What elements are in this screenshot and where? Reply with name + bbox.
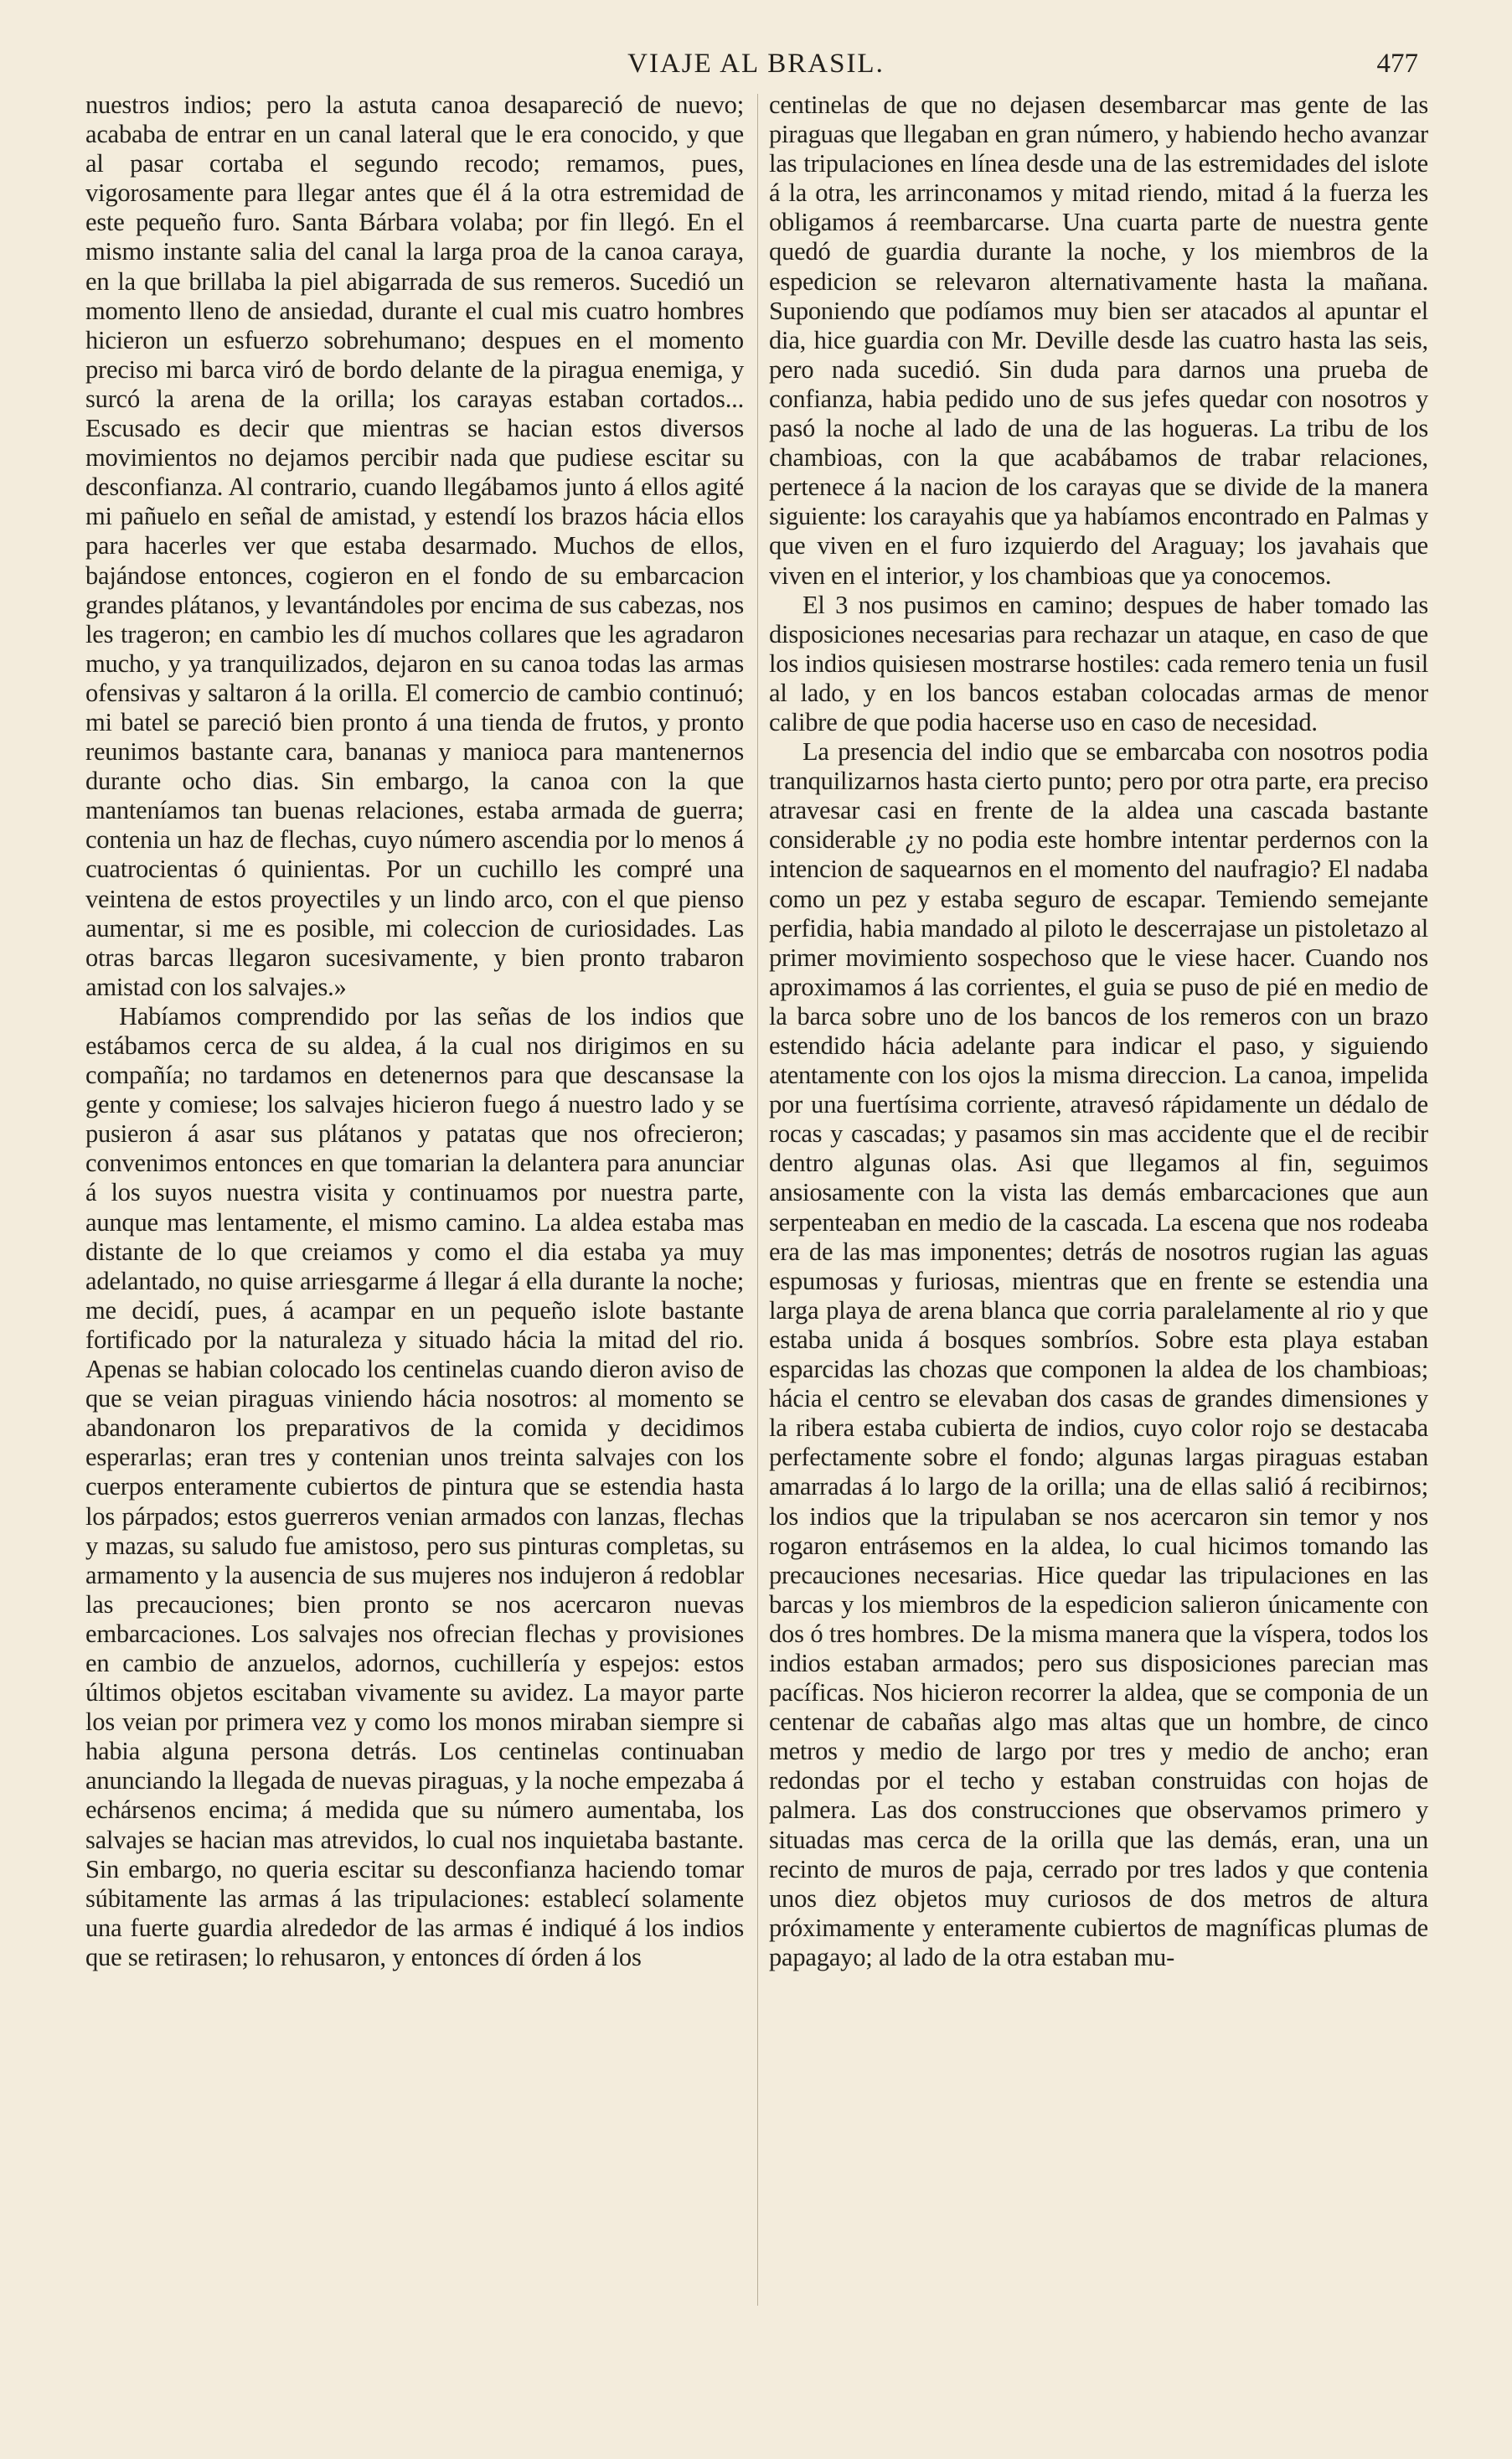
paragraph: La presencia del indio que se embarcaba con nosotros podia tranquilizarnos hasta cierto punto; pero por otra parte, era preciso atravesar casi en frente de la aldea una cascada bastante considerable ¿y no podia este hombre intentar perdernos con la intencion de saquearnos en el momento del naufragio? El nadaba como un pez y estaba seguro de escapar. Temiendo semejante perfidia, habia mandado al piloto le descerrajase un pistoletazo al primer movimiento sospechoso que le viese hacer. Cuando nos aproximamos á las corrientes, el guia se puso de pié en medio de la barca sobre uno de los bancos de los remeros con un brazo estendido hácia adelante para indicar el paso, y siguiendo atentamente con los ojos la misma direccion. La canoa, impelida por una fuertísima corriente, atravesó rápidamente un dédalo de rocas y cascadas; y pasamos sin mas accidente que el de recibir dentro algunas olas. Asi que llegamos al fin, seguimos ansiosamente con la vista las demás embarcaciones que aun serpenteaban en medio de la cascada. La escena que nos rodeaba era de las mas imponentes; detrás de nosotros rugian las aguas espumosas y furiosas, mientras que en frente se estendia una larga playa de arena blanca que corria paralelamente al rio y que estaba unida á bosques sombríos. Sobre esta playa estaban esparcidas las chozas que componen la aldea de los chambioas; hácia el centro se elevaban dos casas de grandes dimensiones y la ribera estaba cubierta de indios, cuyo color rojo se destacaba perfectamente sobre el fondo; algunas largas piraguas estaban amarradas á lo largo de la orilla; una de ellas salió á recibirnos; los indios que la tripulaban se nos acercaron sin temor y nos rogaron entrásemos en la aldea, lo cual hicimos tomando las precauciones necesarias. Hice quedar las tripulaciones en las barcas y los miembros de la espedicion salieron únicamente con dos ó tres hombres. De la misma manera que la víspera, todos los indios estaban armados; pero sus disposiciones parecian mas pacíficas. Nos hicieron recorrer la aldea, que se componia de un centenar de cabañas algo mas altas que un hombre, de cinco metros y medio de largo por tres y medio de ancho; eran redondas por el techo y estaban construidas con hojas de palmera. Las dos construcciones que observamos primero y situadas mas cerca de la orilla que las demás, eran, una un recinto de muros de paja, cerrado por tres lados y que contenia unos diez objetos muy curiosos de dos metros de altura próximamente y enteramente cubiertos de magníficas plumas de papagayo; al lado de la otra estaban mu- — [769, 737, 1428, 1971]
page-number: 477 — [1376, 49, 1418, 79]
running-header — [0, 49, 1512, 82]
running-title: VIAJE AL BRASIL. — [627, 49, 885, 79]
paragraph: centinelas de que no dejasen desembarcar mas gente de las piraguas que llegaban en gran número, y habiendo hecho avanzar las tripulaciones en línea desde una de las estremidades del islote á la otra, les arrinconamos y mitad riendo, mitad á la fuerza les obligamos á reembarcarse. Una cuarta parte de nuestra gente quedó de guardia durante la noche, y los miembros de la espedicion se relevaron alternativamente hasta la mañana. Suponiendo que podíamos muy bien ser atacados al apuntar el dia, hice guardia con Mr. Deville desde las cuatro hasta las seis, pero nada sucedió. Sin duda para darnos una prueba de confianza, habia pedido uno de sus jefes quedar con nosotros y pasó la noche al lado de una de las hogueras. La tribu de los chambioas, con la que acabábamos de trabar relaciones, pertenece á la nacion de los carayas que se divide de la manera siguiente: los carayahis que ya habíamos encontrado en Palmas y que viven en el furo izquierdo del Araguay; los javahais que viven en el interior, y los chambioas que ya conocemos. — [769, 90, 1428, 590]
paragraph: nuestros indios; pero la astuta canoa desapareció de nuevo; acababa de entrar en un canal lateral que le era conocido, y que al pasar cortaba el segundo recodo; remamos, pues, vigorosamente para llegar antes que él á la otra estremidad de este pequeño furo. Santa Bárbara volaba; por fin llegó. En el mismo instante salia del canal la larga proa de la canoa caraya, en la que brillaba la piel abigarrada de sus remeros. Sucedió un momento lleno de ansiedad, durante el cual mis cuatro hombres hicieron un esfuerzo sobrehumano; despues en el momento preciso mi barca viró de bordo delante de la piragua enemiga, y surcó la arena de la orilla; los carayas estaban cortados... Escusado es decir que mientras se hacian estos diversos movimientos no dejamos percibir nada que pudiese escitar su desconfianza. Al contrario, cuando llegábamos junto á ellos agité mi pañuelo en señal de amistad, y estendí los brazos hácia ellos para hacerles ver que estaba desarmado. Muchos de ellos, bajándose entonces, cogieron en el fondo de su embarcacion grandes plátanos, y levantándoles por encima de sus cabezas, nos les trageron; en cambio les dí muchos collares que les agradaron mucho, y ya tranquilizados, dejaron en su canoa todas las armas ofensivas y saltaron á la orilla. El comercio de cambio continuó; mi batel se pareció bien pronto á una tienda de frutos, y pronto reunimos bastante cara, bananas y manioca para mantenernos durante ocho dias. Sin embargo, la canoa con la que manteníamos tan buenas relaciones, estaba armada de guerra; contenia un haz de flechas, cuyo número ascendia por lo menos á cuatrocientas ó quinientas. Por un cuchillo les compré una veintena de estos proyectiles y un lindo arco, con el que pienso aumentar, si me es posible, mi coleccion de curiosidades. Las otras barcas llegaron sucesivamente, y bien pronto trabaron amistad con los salvajes.» — [85, 90, 744, 1001]
column-divider — [757, 94, 758, 2306]
paragraph: Habíamos comprendido por las señas de los indios que estábamos cerca de su aldea, á la cual nos dirigimos en su compañía; no tardamos en detenernos para que descansase la gente y comiese; los salvajes hicieron fuego á nuestro lado y se pusieron á asar sus plátanos y patatas que nos ofrecieron; convenimos entonces en que tomarian la delantera para anunciar á los suyos nuestra visita y continuamos por nuestra parte, aunque mas lentamente, el mismo camino. La aldea estaba mas distante de lo que creiamos y como el dia estaba ya muy adelantado, no quise arriesgarme á llegar á ella durante la noche; me decidí, pues, á acampar en un pequeño islote bastante fortificado por la naturaleza y situado hácia la mitad del rio. Apenas se habian colocado los centinelas cuando dieron aviso de que se veian piraguas viniendo hácia nosotros: al momento se abandonaron los preparativos de la comida y decidimos esperarlas; eran tres y contenian unos treinta salvajes con los cuerpos enteramente cubiertos de pintura que se estendia hasta los párpados; estos guerreros venian armados con lanzas, flechas y mazas, su saludo fue amistoso, pero sus pinturas completas, su armamento y la ausencia de sus mujeres nos indujeron á redoblar las precauciones; bien pronto se nos acercaron nuevas embarcaciones. Los salvajes nos ofrecian flechas y provisiones en cambio de anzuelos, adornos, cuchillería y espejos: estos últimos objetos escitaban vivamente su avidez. La mayor parte los veian por primera vez y como los monos miraban siempre si habia alguna persona detrás. Los centinelas continuaban anunciando la llegada de nuevas piraguas, y la noche empezaba á echársenos encima; á medida que su número aumentaba, los salvajes se hacian mas atrevidos, lo cual nos inquietaba bastante. Sin embargo, no queria escitar su desconfianza haciendo tomar súbitamente las armas á las tripulaciones: establecí solamente una fuerte guardia alrededor de las armas é indiqué á los indios que se retirasen; lo rehusaron, y entonces dí órden á los — [85, 1001, 744, 1971]
left-column — [85, 90, 744, 2411]
paragraph: El 3 nos pusimos en camino; despues de haber tomado las disposiciones necesarias para rechazar un ataque, en caso de que los indios quisiesen mostrarse hostiles: cada remero tenia un fusil al lado, y en los bancos estaban colocadas armas de menor calibre de que podia hacerse uso en caso de necesidad. — [769, 590, 1428, 736]
right-column — [769, 90, 1428, 2411]
